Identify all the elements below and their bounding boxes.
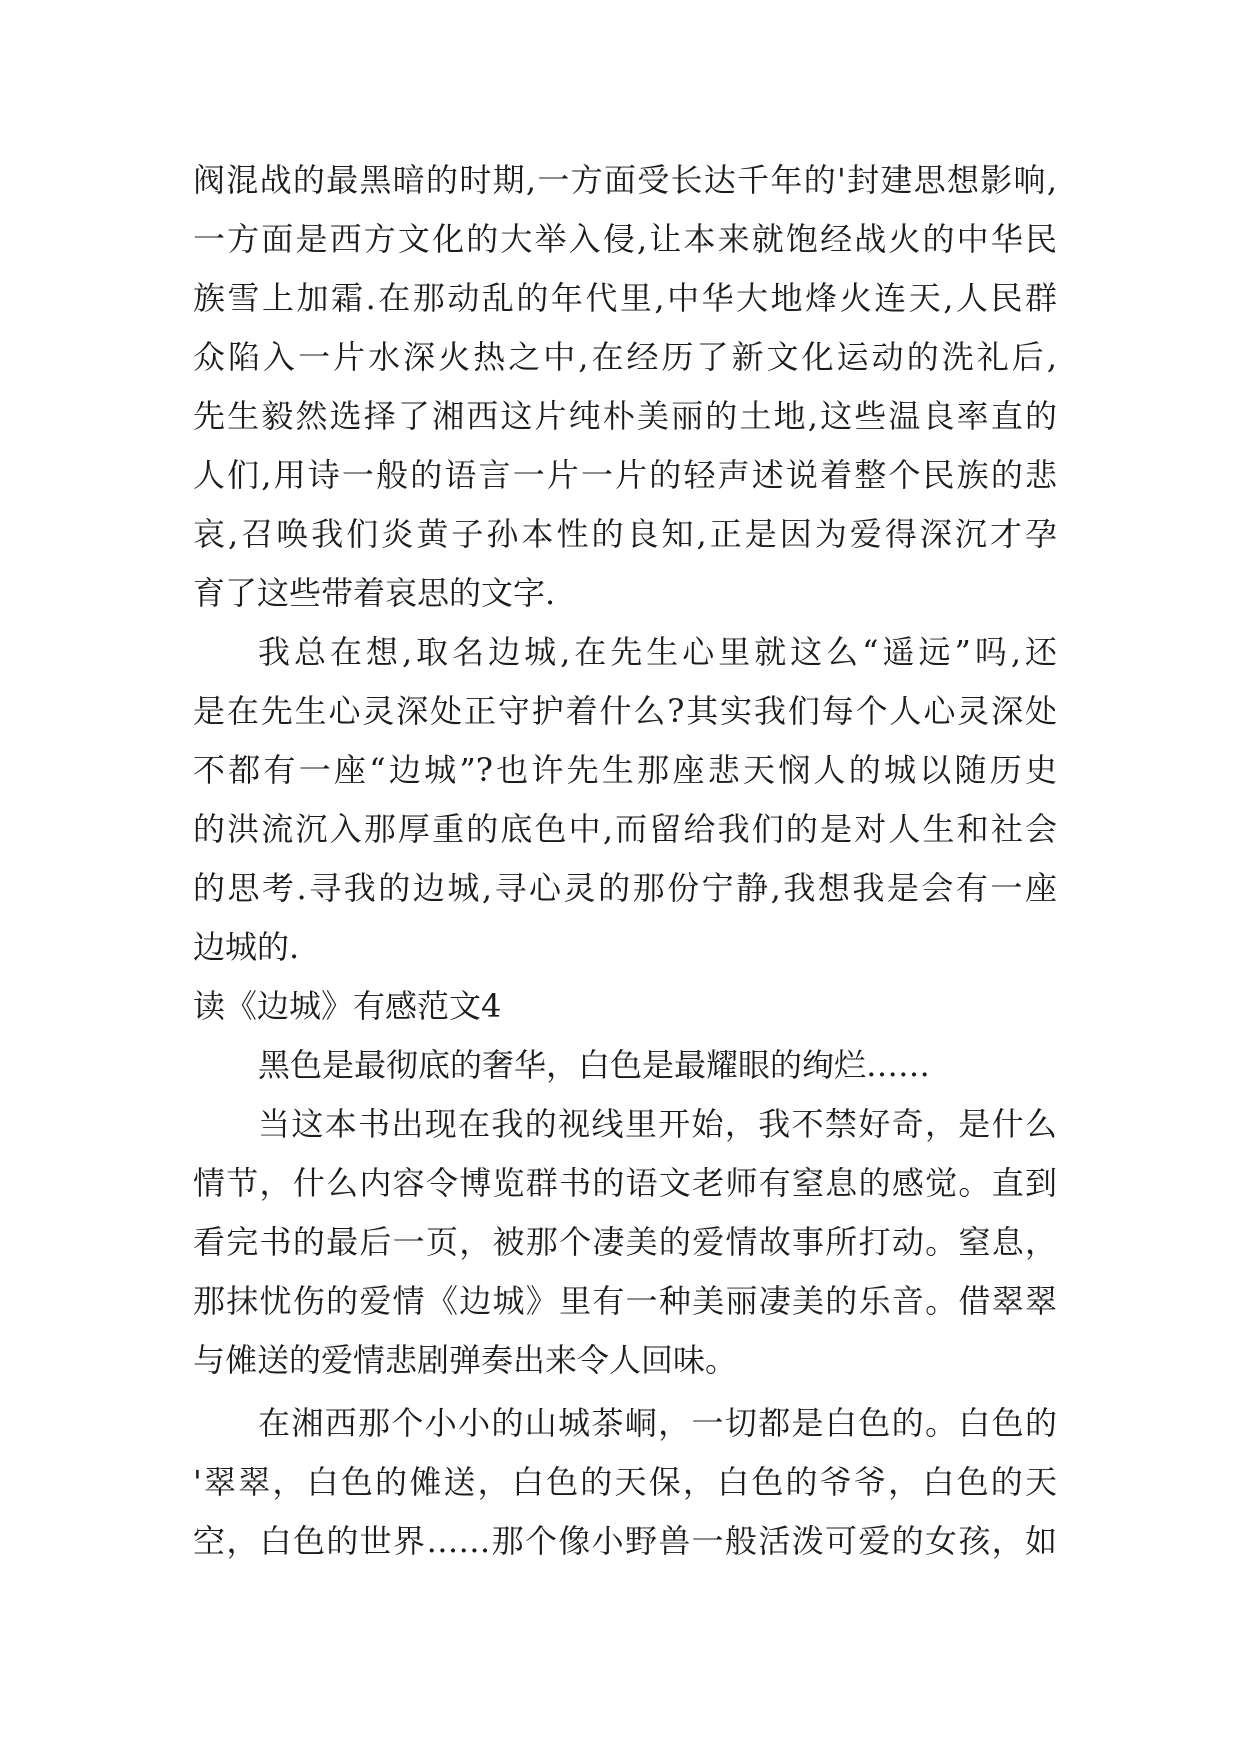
document-body (193, 151, 1057, 1571)
text-line: '翠翠，白色的傩送，白色的天保，白色的爷爷，白色的天 (193, 1463, 1057, 1501)
text-line: 那抹忧伤的爱情《边城》里有一种美丽凄美的乐音。借翠翠 (193, 1282, 1057, 1320)
text-line: 众陷入一片水深火热之中,在经历了新文化运动的洗礼后, (193, 338, 1057, 376)
text-line: 我总在想,取名边城,在先生心里就这么“遥远”吗,还 (258, 633, 1057, 671)
text-line: 哀,召唤我们炎黄子孙本性的良知,正是因为爱得深沉才孕 (193, 515, 1057, 553)
text-line: 的思考.寻我的边城,寻心灵的那份宁静,我想我是会有一座 (193, 869, 1057, 907)
text-line: 不都有一座“边城”?也许先生那座悲天悯人的城以随历史 (193, 751, 1057, 789)
text-line: 育了这些带着哀思的文字. (193, 574, 556, 612)
text-line: 情节，什么内容令博览群书的语文老师有窒息的感觉。直到 (193, 1164, 1057, 1202)
text-line: 当这本书出现在我的视线里开始，我不禁好奇，是什么 (258, 1105, 1057, 1143)
text-line: 族雪上加霜.在那动乱的年代里,中华大地烽火连天,人民群 (193, 279, 1057, 317)
text-line: 空，白色的世界……那个像小野兽一般活泼可爱的女孩，如 (193, 1522, 1057, 1560)
text-line: 黑色是最彻底的奢华，白色是最耀眼的绚烂…… (258, 1046, 931, 1084)
text-line: 先生毅然选择了湘西这片纯朴美丽的土地,这些温良率直的 (193, 397, 1057, 435)
text-line: 边城的. (193, 928, 300, 966)
text-line: 的洪流沉入那厚重的底色中,而留给我们的是对人生和社会 (193, 810, 1057, 848)
text-line: 与傩送的爱情悲剧弹奏出来令人回味。 (193, 1341, 738, 1379)
text-line: 人们,用诗一般的语言一片一片的轻声述说着整个民族的悲 (193, 456, 1057, 494)
text-line: 是在先生心灵深处正守护着什么?其实我们每个人心灵深处 (193, 692, 1057, 730)
text-line: 阀混战的最黑暗的时期,一方面受长达千年的'封建思想影响, (193, 161, 1057, 199)
text-line: 在湘西那个小小的山城茶峒，一切都是白色的。白色的 (258, 1404, 1057, 1442)
text-line: 一方面是西方文化的大举入侵,让本来就饱经战火的中华民 (193, 220, 1057, 258)
section-heading: 读《边城》有感范文4 (193, 987, 502, 1025)
text-line: 看完书的最后一页，被那个凄美的爱情故事所打动。窒息， (193, 1223, 1057, 1261)
